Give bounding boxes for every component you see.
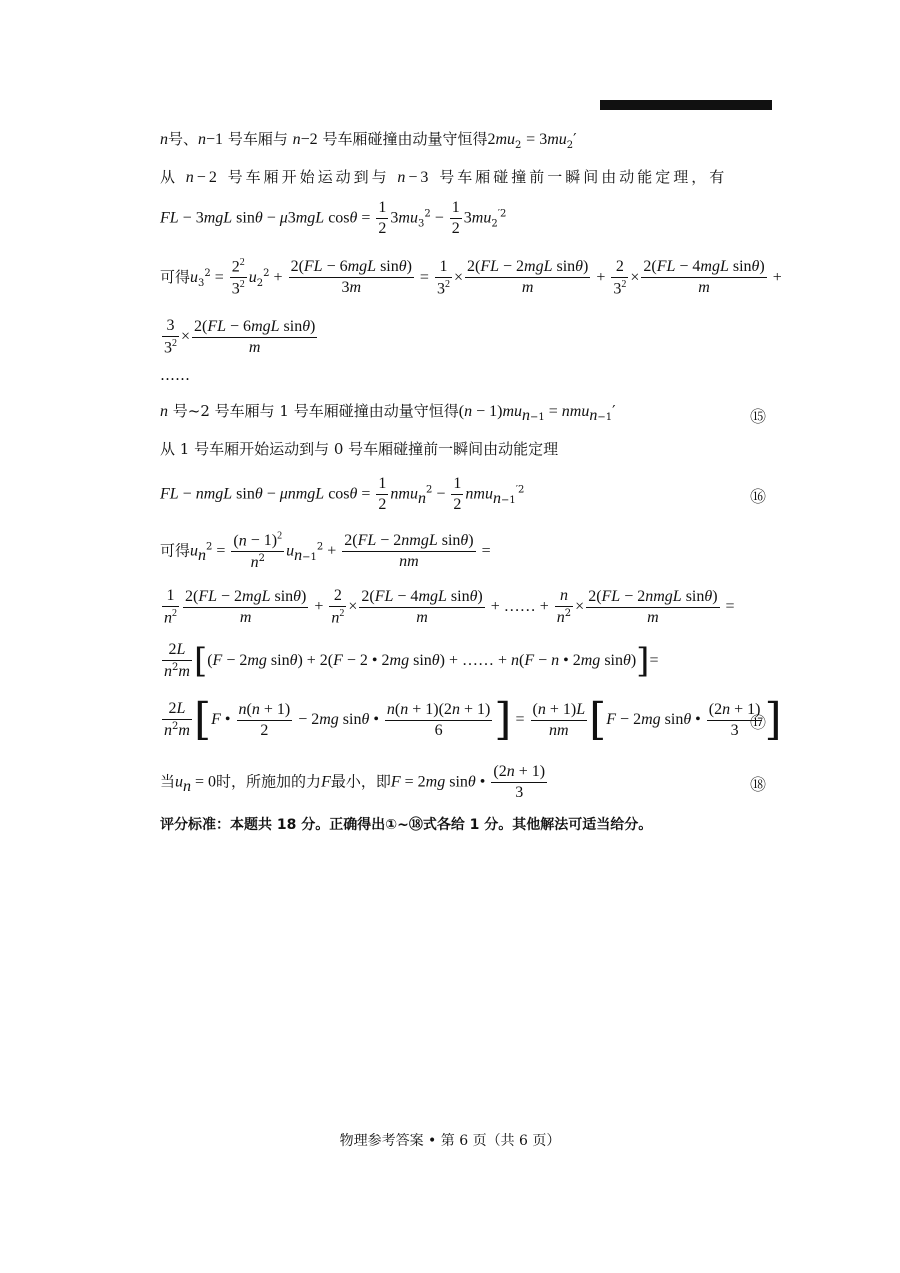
page-footer: 物理参考答案 • 第 6 页（共 6 页）	[339, 1133, 561, 1149]
u3-squared-equation: 可得$u_3^2$ = $\frac{2^2}{3^2}$ $u_2^2$ + $\frac{\text{2(FL − 6mgL sinθ)}}{3m}$ = $\frac{1}{3^2}$ × $\frac{\text{2(FL − 2mgL sinθ)}}{m}$ + $\frac{2}{3^2}$ × $\frac{\text{2(FL − 4mgL sinθ)}}{m}$ +	[160, 257, 782, 298]
energy-statement-n2: 从 n−2 号车厢开始运动到与 n−3 号车厢碰撞前一瞬间由动能定理，有	[160, 168, 728, 186]
text: 号、	[168, 130, 199, 148]
header-black-bar	[600, 100, 772, 110]
text: 可得	[160, 541, 191, 560]
equation-tag-17: ⑰	[750, 713, 767, 732]
equation-tag-16: ⑯	[750, 487, 767, 506]
u3-squared-continued: $\frac{3}{3^2}$ × $\frac{\text{2(FL − 6mgL sinθ)}}{m}$	[164, 317, 316, 357]
momentum-line-n1: n号、n−1 号车厢与 n−2 号车厢碰撞由动量守恒得$2mu_2 = 3mu_2'$	[160, 130, 577, 151]
energy-equation-n2: FL − 3mgL sinθ − μ3mgL cosθ = $\frac{1}{2}$ $3mu_3^2$ − $\frac{1}{2}$ $3mu_2^{'2}$	[160, 199, 507, 237]
text: 号~2 号车厢与 1 号车厢碰撞由动量守恒得	[172, 402, 459, 420]
momentum-line-n: n 号~2 号车厢与 1 号车厢碰撞由动量守恒得$(n - 1)mu_{n-1} = nmu_{n-1}'$	[160, 402, 616, 424]
un-squared-closed-form: $\frac{2L}{n^2m}$ [F • $\frac{n(n + 1)}{2}$ − 2mg sinθ • $\frac{n(n + 1)(2n + 1)}{6}$ ] = $\frac{(n + 1)L}{nm}$ [F − 2mg sinθ • $\frac{(2n + 1)}{3}$ ]	[164, 694, 782, 745]
un-squared-bracket: $\frac{2L}{n^2m}$ [(F − 2mg sinθ) + 2(F − 2 • 2mg sinθ) + …… + n(F − n • 2mg sinθ)]=	[164, 641, 659, 681]
equation-tag-18: ⑱	[750, 775, 767, 794]
equation-tag-15: ⑮	[750, 407, 767, 426]
text: 时，所施加的力	[216, 772, 322, 791]
text: 号车厢与	[227, 130, 288, 148]
text: 号车厢碰撞由动量守恒得	[322, 130, 488, 148]
energy-equation-n: FL − nmgL sinθ − μnmgL cosθ = $\frac{1}{2}$ nmu$_n^2$ − $\frac{1}{2}$ nmu$_{n-1}^{'2}$	[160, 475, 525, 513]
text: 从	[160, 168, 179, 186]
un-squared-equation: 可得$u_n^2$ = $\frac{(n - 1)^2}{n^2}$ $u_{n-1}^2$ + $\frac{\text{2(FL − 2nmgL sinθ)}}{nm}$ =	[160, 531, 491, 572]
un-squared-sum: $\frac{1}{n^2}$ $\frac{\text{2(FL − 2mgL sinθ)}}{m}$ + $\frac{2}{n^2}$ × $\frac{\text{2(FL − 4mgL sinθ)}}{m}$ + …… + $\frac{n}{n^2}$ × $\frac{\text{2(FL − 2nmgL sinθ)}}{m}$ =	[164, 587, 735, 627]
text: 号车厢碰撞前一瞬间由动能定理，有	[439, 168, 728, 186]
energy-statement-n: 从 1 号车厢开始运动到与 0 号车厢碰撞前一瞬间由动能定理	[160, 440, 559, 458]
text: 号车厢开始运动到与	[227, 168, 390, 186]
text: 当	[160, 772, 176, 791]
text: 可得	[160, 267, 191, 286]
minimum-force-result: 当$u_n = 0$时，所施加的力F最小，即F = 2mg sinθ • $\frac{(2n + 1)}{3}$	[160, 763, 546, 801]
ellipsis: ……	[160, 366, 190, 384]
text: 最小，即	[330, 772, 391, 791]
scoring-standard: 评分标准：本题共 18 分。正确得出①~⑱式各给 1 分。其他解法可适当给分。	[160, 817, 653, 833]
